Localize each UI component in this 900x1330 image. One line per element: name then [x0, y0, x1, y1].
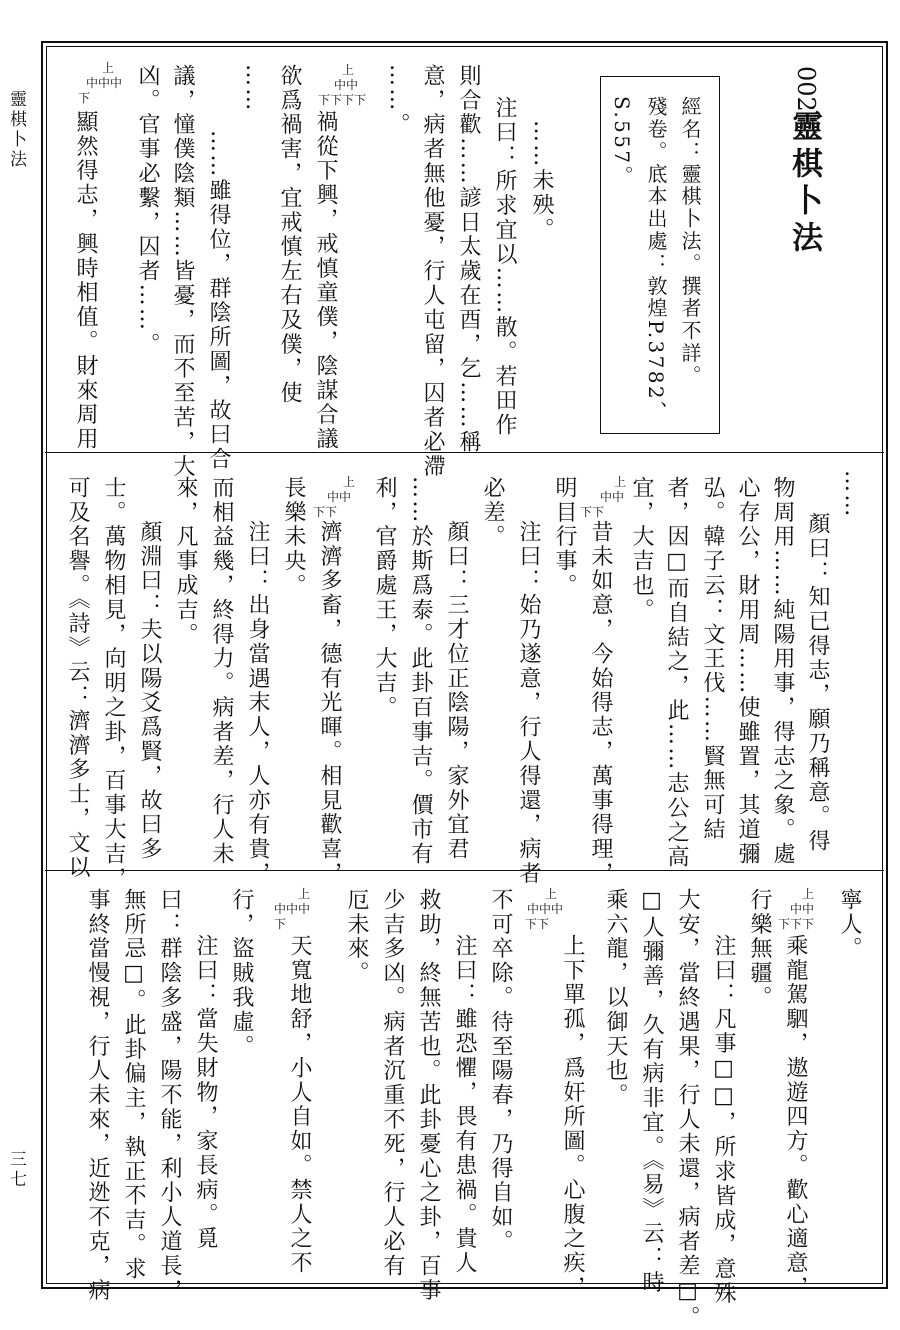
text-column: ……: [241, 64, 266, 113]
text-column: 意，病者無他憂，行人屯留，囚者必滯: [420, 64, 445, 479]
text-column: 乘六龍，以御天也。: [603, 888, 628, 1108]
text-column: 事終當慢視，行人未來，近迯不克，病: [85, 888, 110, 1303]
text-column: 凶。官事必繫，囚者……。: [135, 64, 160, 357]
hexagram-mark-middle: 中中中: [527, 902, 564, 916]
info-line-1: 經名：靈棋卜法。撰者不詳。: [678, 96, 702, 388]
text-column: 顏曰：知已得志，願乃稱意。得: [805, 512, 830, 854]
hexagram-mark-bottom: 下下下: [778, 917, 815, 931]
text-column: 長樂未央。: [281, 476, 306, 598]
text-column: 注曰：始乃遂意，行人得還，病者: [516, 520, 541, 886]
text-column: 顏淵曰：夫以陽爻爲賢，故曰多: [137, 520, 162, 862]
section-divider-2: [45, 870, 884, 871]
text-column: 注曰：出身當遇末人，人亦有貴，: [245, 520, 270, 886]
text-column: 上下單孤，爲奸所圖。心腹之疾，: [560, 934, 585, 1300]
text-column: 可及名譽。《詩》云：濟濟多士，文以: [65, 476, 90, 880]
text-column: 少吉多凶。病者沉重不死，行人必有: [380, 888, 405, 1279]
text-column: 救助，終無苦也。此卦憂心之卦，百事: [416, 888, 441, 1303]
hexagram-mark-bottom: 下下下下: [318, 93, 367, 107]
hexagram-mark-bottom: 下下: [525, 917, 550, 931]
hexagram-mark-bottom: 下: [78, 91, 91, 105]
text-column: □人彌善，久有病非宜。《易》云：時: [639, 888, 664, 1295]
hexagram-mark-middle: 中中: [790, 902, 815, 916]
hexagram-mark-top: 上: [802, 887, 815, 901]
hexagram-mark-top: 上: [545, 887, 558, 901]
text-column: 濟濟多畜，德有光暉。相見歡喜，: [317, 520, 342, 886]
text-column: 者，因□而自結之，此……志公之高: [664, 476, 689, 870]
text-column: 議，憧僕陰類……皆憂，而不至苦，大: [170, 64, 195, 479]
text-column: 宜，大吉也。: [629, 476, 654, 623]
hexagram-mark-bottom: 下下: [580, 505, 605, 519]
text-column: 注曰：當失財物，家長病。覓: [193, 934, 218, 1252]
text-column: ……: [840, 470, 865, 519]
text-column: 天寬地舒，小人自如。禁人之不: [287, 934, 312, 1276]
text-column: 行樂無疆。: [747, 888, 772, 1010]
text-column: 顯然得志，興時相值。財來周用: [73, 110, 98, 452]
text-column: 禍從下興，戒慎童僕，陰謀合議: [313, 110, 338, 452]
running-head: 靈棋卜法: [6, 90, 26, 170]
hexagram-mark-middle: 中中: [600, 490, 625, 504]
hexagram-mark-middle: 中中: [327, 490, 352, 504]
text-column: 注曰：所求宜以……散。若田作: [492, 96, 517, 438]
text-column: 大安，當終遇果，行人未還，病者差□。: [675, 888, 700, 1330]
text-column: 弘。韓子云：文王伐……賢無可結: [700, 476, 725, 842]
text-column: 行，盜賊我虛。: [229, 888, 254, 1059]
text-column: 注曰：雖恐懼，畏有患禍。貴人: [452, 934, 477, 1276]
text-column: 利，官爵處王，大吉。: [372, 476, 397, 720]
text-column: 寧人。: [837, 888, 862, 962]
hexagram-mark-top: 上: [298, 887, 311, 901]
hexagram-mark-middle: 中中中: [86, 76, 123, 90]
hexagram-mark-bottom: 下下: [313, 505, 338, 519]
text-column: ……於斯爲泰。此卦百事吉。價市有: [408, 476, 433, 867]
hexagram-mark-top: 上: [343, 475, 356, 489]
text-column: 心存公，財用周……使雖置，其道彌: [735, 476, 760, 867]
text-column: 注曰：凡事□□，所求皆成，意殊: [711, 934, 736, 1306]
text-column: ……未殃。: [529, 120, 554, 242]
hexagram-mark-top: 上: [342, 63, 355, 77]
text-column: 物周用……純陽用事，得志之象。處: [770, 476, 795, 867]
hexagram-mark-top: 上: [102, 61, 115, 75]
hexagram-mark-middle: 中中: [334, 78, 359, 92]
hexagram-mark-bottom: 下: [274, 917, 287, 931]
text-column: ……。: [385, 64, 410, 138]
text-column: 欲爲禍害，宜戒慎左右及僕，使: [277, 64, 302, 406]
text-column: 昔未如意，今始得志，萬事得理，: [588, 520, 613, 886]
text-column: ……雖得位，群陰所圖，故曰合: [206, 130, 231, 472]
text-column: 來，凡事成吉。: [173, 476, 198, 647]
text-column: 乘龍駕駟，遨遊四方。歡心適意，: [783, 934, 808, 1300]
text-column: 必差。: [480, 476, 505, 550]
text-column: 則合歡……諺日太歲在酉，乞……稱: [456, 64, 481, 455]
entry-title: 靈棋卜法: [786, 110, 822, 258]
text-column: 而相益幾，終得力。病者差，行人未: [209, 476, 234, 867]
hexagram-mark-middle: 中中中: [274, 902, 311, 916]
entry-number: 002: [792, 66, 820, 112]
text-column: 不可卒除。待至陽春，乃得自如。: [488, 888, 513, 1254]
text-column: 明目行事。: [552, 476, 577, 598]
text-column: 厄未來。: [344, 888, 369, 986]
page-number: 三七: [6, 1150, 26, 1190]
text-column: 無所忌□。此卦偏主，執正不吉。求: [121, 888, 146, 1282]
hexagram-mark-top: 上: [614, 475, 627, 489]
info-line-3: S.557。: [610, 96, 634, 188]
text-column: 顏曰：三才位正陰陽，家外宜君: [444, 520, 469, 862]
info-line-2: 殘卷。底本出處：敦煌P.3782、: [644, 96, 668, 424]
text-column: 士。萬物相見，向明之卦，百事大吉，: [101, 476, 126, 891]
text-column: 曰：群陰多盛，陽不能，利小人道長，: [157, 888, 182, 1303]
